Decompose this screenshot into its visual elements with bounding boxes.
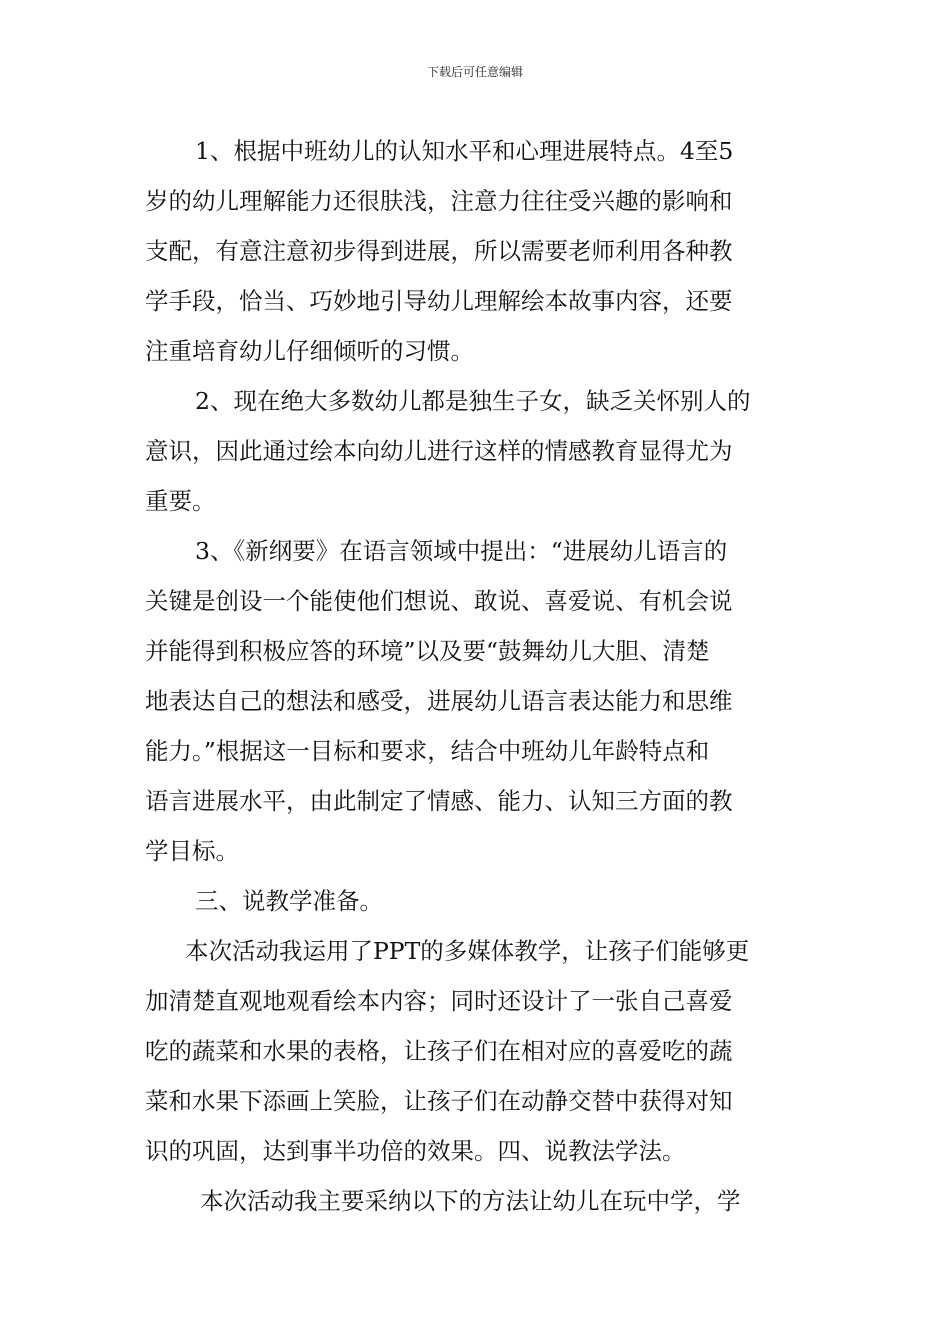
paragraph-4 (145, 926, 815, 1176)
paragraph-3 (145, 526, 815, 876)
text-line: 本次活动我主要采纳以下的方法让幼儿在玩中学，学 (200, 1187, 741, 1215)
text-line: 地表达自己的想法和感受，进展幼儿语言表达能力和思维 (145, 687, 733, 715)
text-line: 关键是创设一个能使他们想说、敢说、喜爱说、有机会说 (145, 587, 733, 615)
text-line: 重要。 (145, 487, 216, 515)
text-line: 吃的蔬菜和水果的表格，让孩子们在相对应的喜爱吃的蔬 (145, 1037, 733, 1065)
page-header: 下载后可任意编辑 (426, 65, 523, 79)
text-line: 能力。”根据这一目标和要求，结合中班幼儿年龄特点和 (145, 737, 710, 765)
document-body (145, 126, 815, 1226)
text-line: 加清楚直观地观看绘本内容；同时还设计了一张自己喜爱 (145, 987, 733, 1015)
text-line: 识的巩固，达到事半功倍的效果。四、说教法学法。 (145, 1137, 686, 1165)
text-line: 学目标。 (145, 837, 239, 865)
text-line: 支配，有意注意初步得到进展，所以需要老师利用各种教 (145, 237, 733, 265)
section-heading (145, 876, 815, 926)
text-line: 意识，因此通过绘本向幼儿进行这样的情感教育显得尤为 (145, 437, 733, 465)
text-line: 3、《新纲要》在语言领域中提出：“进展幼儿语言的 (195, 537, 728, 565)
paragraph-2 (145, 376, 815, 526)
text-line: 2、现在绝大多数幼儿都是独生子女，缺乏关怀别人的 (195, 387, 751, 415)
text-line: 岁的幼儿理解能力还很肤浅，注意力往往受兴趣的影响和 (145, 187, 733, 215)
paragraph-5 (145, 1176, 815, 1226)
text-line: 菜和水果下添画上笑脸，让孩子们在动静交替中获得对知 (145, 1087, 733, 1115)
paragraph-1 (145, 126, 815, 376)
text-line: 学手段，恰当、巧妙地引导幼儿理解绘本故事内容，还要 (145, 287, 733, 315)
text-line: 语言进展水平，由此制定了情感、能力、认知三方面的教 (145, 787, 733, 815)
text-line: 本次活动我运用了PPT的多媒体教学，让孩子们能够更 (185, 937, 750, 965)
text-line: 注重培育幼儿仔细倾听的习惯。 (145, 337, 474, 365)
heading-line: 三、说教学准备。 (195, 887, 383, 915)
text-line: 并能得到积极应答的环境”以及要“鼓舞幼儿大胆、清楚 (145, 637, 710, 665)
text-line: 1、根据中班幼儿的认知水平和心理进展特点。4至5 (195, 137, 734, 165)
